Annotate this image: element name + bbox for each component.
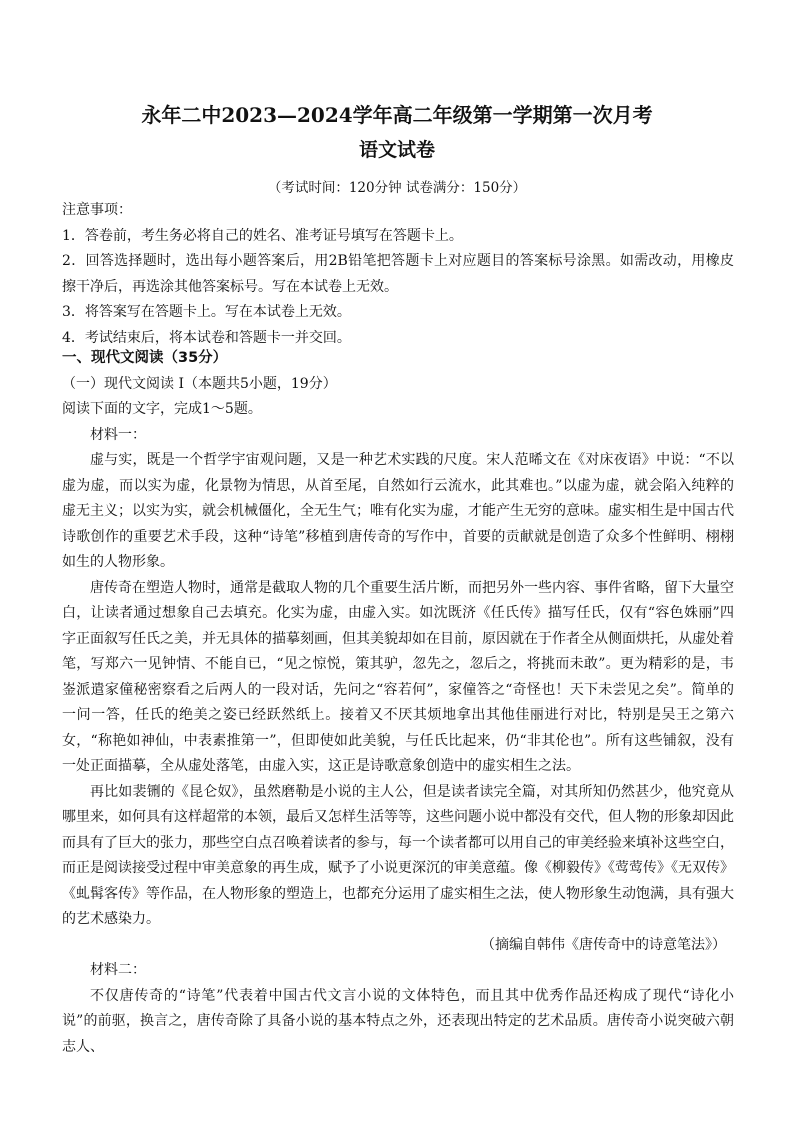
section-instruction: 阅读下面的文字，完成1～5题。 <box>62 401 262 417</box>
section-sub-heading: （一）现代文阅读 I（本题共5小题，19分） <box>62 375 337 392</box>
note-item: 4．考试结束后，将本试卷和答题卡一并交回。 <box>62 329 351 346</box>
material-paragraph: 不仅唐传奇的“诗笔”代表着中国古代文言小说的文体特色，而且其中优秀作品还构成了现代“诗化小说”的前驱，换言之，唐传奇除了具备小说的基本特点之外，还表现出特定的艺术品质。唐传奇小说突破六朝志人、 <box>62 987 734 1055</box>
notes-block <box>62 198 734 351</box>
note-item: 2．回答选择题时，选出每小题答案后，用2B铅笔把答题卡上对应题目的答案标号涂黑。如需改动，用橡皮擦干净后，再选涂其他答案标号。写在本试卷上无效。 <box>62 253 734 295</box>
exam-info: （考试时间：120分钟 试卷满分：150分） <box>267 180 527 196</box>
material-label: 材料二： <box>90 962 146 978</box>
section-heading: 一、现代文阅读（35分） <box>62 350 228 366</box>
note-item: 1．答卷前，考生务必将自己的姓名、准考证号填写在答题卡上。 <box>62 227 463 244</box>
exam-title: 永年二中2023—2024学年高二年级第一学期第一次月考 <box>141 103 653 127</box>
exam-subtitle: 语文试卷 <box>358 139 435 161</box>
material-paragraph: 唐传奇在塑造人物时，通常是截取人物的几个重要生活片断，而把另外一些内容、事件省略，留下大量空白，让读者通过想象自己去填充。化实为虚，由虚入实。如沈既济《任氏传》描写任氏，仅有“容色姝丽”四字正面叙写任氏之美，并无具体的描摹刻画，但其美貌却如在目前，原因就在于作者全从侧面烘托，从虚处着笔，写郑六一见钟情、不能自已，“见之惊悦，策其驴，忽先之，忽后之，将挑而未敢”。更为精彩的是，韦崟派遣家僮秘密察看之后两人的一段对话，先问之“容若何”，家僮答之“奇怪也！天下未尝见之矣”。简单的一问一答，任氏的绝美之姿已经跃然纸上。接着又不厌其烦地拿出其他佳丽进行对比，特别是吴王之第六女，“称艳如神仙，中表素推第一”，但即使如此美貌，与任氏比起来，仍“非其伦也”。所有这些铺叙，没有一处正面描摹，全从虚处落笔，由虚入实，这正是诗歌意象创造中的虚实相生之法。 <box>62 579 734 774</box>
material-label: 材料一： <box>90 426 146 443</box>
material-paragraph: 虚与实，既是一个哲学宇宙观问题，又是一种艺术实践的尺度。宋人范晞文在《对床夜语》中说：“不以虚为虚，而以实为虚，化景物为情思，从首至尾，自然如行云流水，此其难也。”以虚为虚，就会陷入纯粹的虚无主义；以实为实，就会机械僵化，全无生气；唯有化实为虚，才能产生无穷的意味。虚实相生是中国古代诗歌创作的重要艺术手段，这种“诗笔”移植到唐传奇的写作中，首要的贡献就是创造了众多个性鲜明、栩栩如生的人物形象。 <box>62 452 734 570</box>
notes-heading: 注意事项： <box>62 202 132 218</box>
section-1 <box>62 346 734 1060</box>
note-item: 3．将答案写在答题卡上。写在本试卷上无效。 <box>62 304 351 320</box>
material-paragraph: 再比如裴铏的《昆仑奴》，虽然磨勒是小说的主人公，但是读者读完全篇，对其所知仍然甚少，他究竟从哪里来，如何具有这样超常的本领，最后又怎样生活等等，这些问题小说中都没有交代，但人物的形象却因此而具有了巨大的张力，那些空白点召唤着读者的参与，每一个读者都可以用自己的审美经验来填补这些空白，而正是阅读接受过程中审美意象的再生成，赋予了小说更深沉的审美意蕴。像《柳毅传》《莺莺传》《无双传》《虬髯客传》等作品，在人物形象的塑造上，也都充分运用了虚实相生之法，使人物形象生动饱满，具有强大的艺术感染力。 <box>62 783 734 927</box>
material-source: （摘编自韩伟《唐传奇中的诗意笔法》） <box>481 936 726 953</box>
